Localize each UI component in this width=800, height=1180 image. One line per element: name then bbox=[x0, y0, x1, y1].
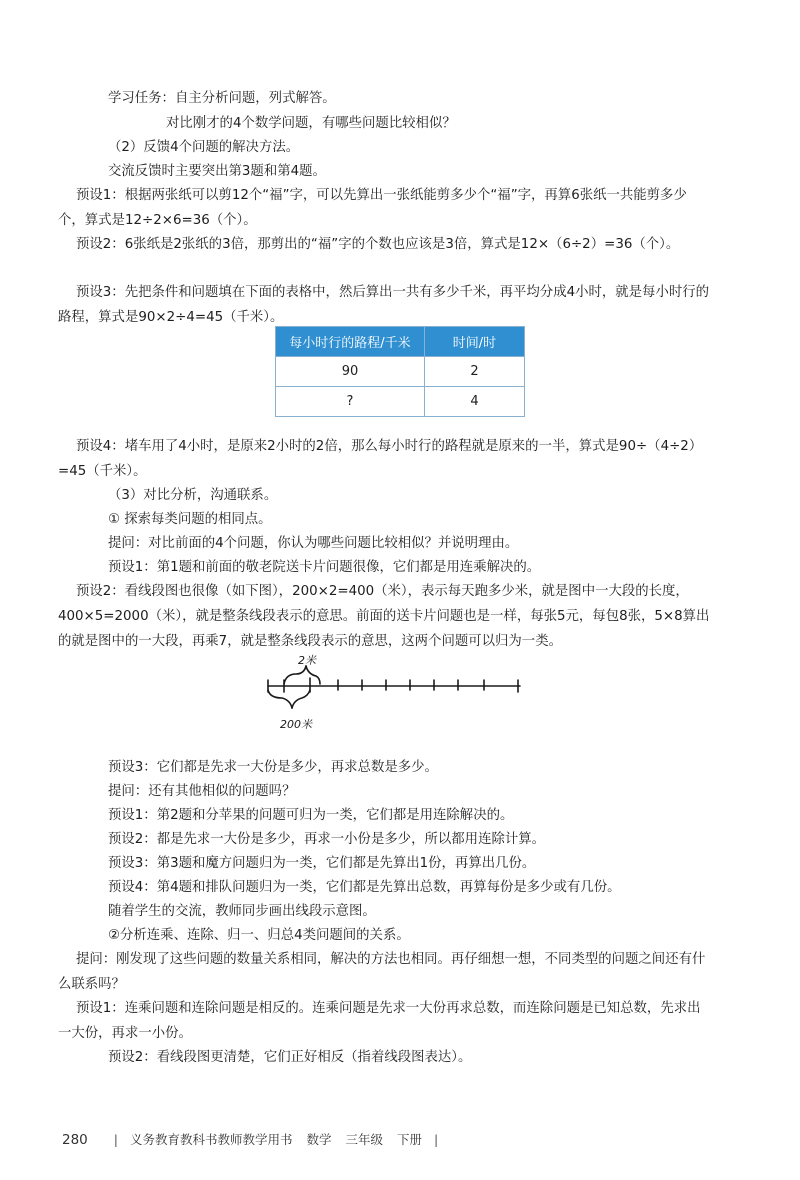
other-preset-4: 预设4：第4题和排队问题归为一类，它们都是先算出总数，再算每份是多少或有几份。 bbox=[108, 880, 621, 895]
speed-time-table bbox=[275, 326, 525, 417]
table-cell: 4 bbox=[425, 387, 525, 417]
footer-separator: | bbox=[113, 1132, 118, 1147]
preset-2-paragraph: 预设2：6张纸是2张纸的3倍，那剪出的“福”字的个数也应该是3倍，算式是12×（6÷2）=36（个）。 bbox=[76, 237, 680, 252]
diagram-bottom-label: 200米 bbox=[280, 718, 312, 731]
top-brace bbox=[284, 666, 306, 684]
table-row bbox=[276, 387, 525, 417]
similar-preset-1: 预设1：第1题和前面的敬老院送卡片问题很像，它们都是用连乘解决的。 bbox=[108, 560, 541, 575]
top-brace bbox=[306, 666, 320, 684]
grade-label: 三年级 bbox=[345, 1132, 383, 1147]
book-title: 义务教育教科书教师教学用书 bbox=[129, 1132, 293, 1147]
subject-label: 数学 bbox=[306, 1132, 332, 1147]
bottom-brace bbox=[268, 690, 292, 708]
preset-4-paragraph: 预设4：堵车用了4小时，是原来2小时的2倍，那么每小时行的路程就是原来的一半，算式是90÷（4÷2）=45（千米）。 bbox=[58, 439, 703, 479]
footer-separator: | bbox=[433, 1132, 439, 1147]
table-cell: 2 bbox=[425, 357, 525, 387]
preset-1-paragraph: 预设1：根据两张纸可以剪12个“福”字，可以先算出一张纸能剪多少个“福”字，再算6张纸一共能剪多少个，算式是12÷2×6=36（个）。 bbox=[58, 188, 687, 228]
learning-task-line: 学习任务：自主分析问题，列式解答。 bbox=[108, 91, 336, 106]
question-other-similar: 提问：还有其他相似的问题吗？ bbox=[108, 784, 296, 799]
other-preset-1: 预设1：第2题和分苹果的问题可归为一类，它们都是用连除解决的。 bbox=[108, 808, 514, 823]
teacher-draws-note: 随着学生的交流，教师同步画出线段示意图。 bbox=[108, 904, 376, 919]
table-header-row bbox=[276, 327, 525, 357]
header-speed: 每小时行的路程/千米 bbox=[276, 327, 425, 357]
table-cell: ? bbox=[276, 387, 425, 417]
volume-label: 下册 bbox=[396, 1132, 422, 1147]
section-3-heading: （3）对比分析，沟通联系。 bbox=[108, 488, 278, 503]
similar-preset-3: 预设3：它们都是先求一大份是多少，再求总数是多少。 bbox=[108, 760, 438, 775]
focus-note: 交流反馈时主要突出第3题和第4题。 bbox=[108, 164, 326, 179]
page-number: 280 bbox=[62, 1132, 88, 1148]
similar-preset-2-paragraph: 预设2：看线段图也很像（如下图），200×2=400（米），表示每天跑多少米，就是图中一大段的长度，400×5=2000（米），就是整条线段表示的意思。前面的送卡片问题也是一样，每张5元，每包8张，5×8算出的就是图中的一大段，再乘7，就是整条线段表示的意思，这两个问题可以归为一类。 bbox=[58, 584, 710, 649]
other-preset-2: 预设2：都是先求一大份是多少，再求一小份是多少，所以都用连除计算。 bbox=[108, 832, 546, 847]
header-time: 时间/时 bbox=[425, 327, 525, 357]
section-2-heading: （2）反馈4个问题的解决方法。 bbox=[108, 140, 300, 155]
connection-preset-2: 预设2：看线段图更清楚，它们正好相反（指着线段图表达）。 bbox=[108, 1050, 472, 1065]
diagram-top-label: 2米 bbox=[298, 654, 316, 667]
analyze-heading: ②分析连乘、连除、归一、归总4类问题间的关系。 bbox=[108, 928, 410, 943]
question-similar: 提问：对比前面的4个问题，你认为哪些问题比较相似？并说明理由。 bbox=[108, 536, 519, 551]
connection-preset-1-paragraph: 预设1：连乘问题和连除问题是相反的。连乘问题是先求一大份再求总数，而连除问题是已知总数，先求出一大份，再求一小份。 bbox=[58, 1001, 701, 1041]
table-row bbox=[276, 357, 525, 387]
table-cell: 90 bbox=[276, 357, 425, 387]
other-preset-3: 预设3：第3题和魔方问题归为一类，它们都是先算出1份，再算出几份。 bbox=[108, 856, 536, 871]
compare-question-line: 对比刚才的4个数学问题，有哪些问题比较相似？ bbox=[166, 116, 456, 131]
line-segment-diagram bbox=[262, 650, 522, 740]
explore-heading: ① 探索每类问题的相同点。 bbox=[108, 512, 272, 527]
question-connection-paragraph: 提问：刚发现了这些问题的数量关系相同，解决的方法也相同。再仔细想一想，不同类型的问题之间还有什么联系吗？ bbox=[58, 952, 706, 992]
preset-3-paragraph: 预设3：先把条件和问题填在下面的表格中，然后算出一共有多少千米，再平均分成4小时，就是每小时行的路程，算式是90×2÷4=45（千米）。 bbox=[58, 285, 710, 325]
bottom-brace bbox=[292, 690, 310, 708]
page-footer bbox=[62, 1130, 446, 1148]
